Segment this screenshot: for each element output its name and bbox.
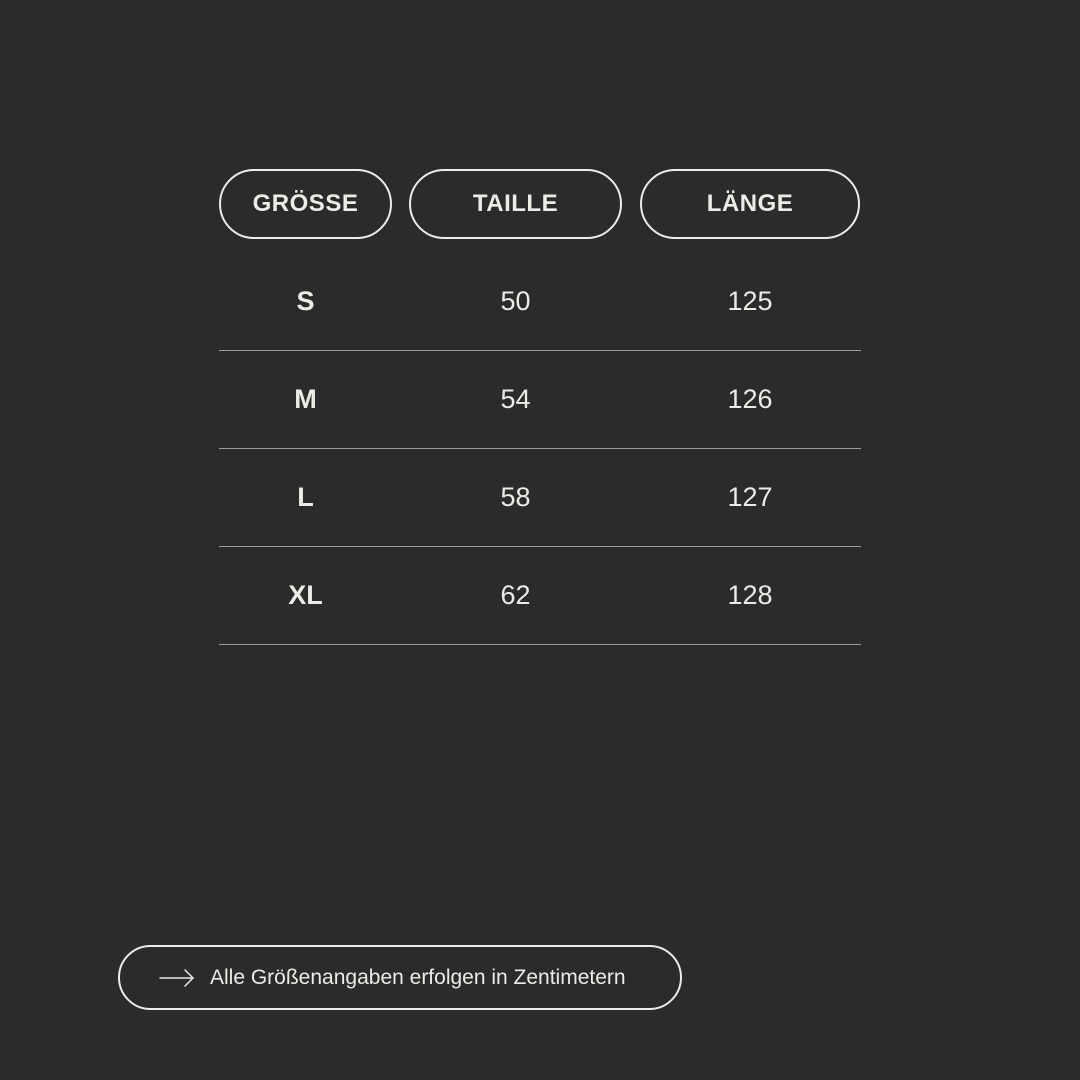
cell-length: 128 (727, 580, 773, 610)
units-note-text: Alle Größenangaben erfolgen in Zentimetern (210, 965, 626, 989)
cell-size: M (294, 384, 317, 414)
cell-size: XL (288, 580, 323, 610)
cell-length: 125 (727, 286, 773, 316)
header-size: GRÖSSE (219, 169, 392, 239)
cell-length: 126 (727, 384, 773, 414)
header-length: LÄNGE (640, 169, 860, 239)
cell-length: 127 (727, 482, 773, 512)
arrow-right-icon (159, 967, 195, 989)
table-row (219, 253, 861, 351)
table-row (219, 449, 861, 547)
units-note (118, 945, 682, 1010)
cell-waist: 58 (500, 482, 531, 512)
header-waist: TAILLE (409, 169, 622, 239)
table-row (219, 547, 861, 645)
table-row (219, 351, 861, 449)
cell-waist: 54 (500, 384, 531, 414)
cell-waist: 62 (500, 580, 531, 610)
cell-size: L (297, 482, 314, 512)
cell-size: S (296, 286, 315, 316)
size-table (219, 253, 861, 645)
cell-waist: 50 (500, 286, 531, 316)
